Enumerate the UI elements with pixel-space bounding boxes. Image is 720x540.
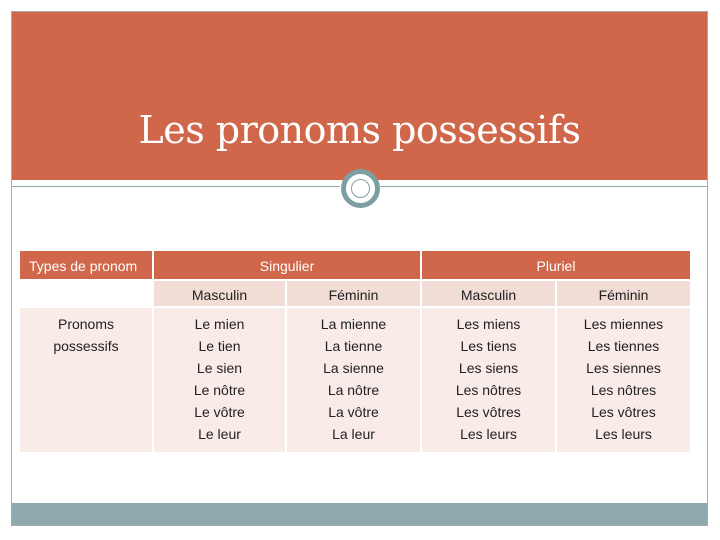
table-cell-item: La sienne <box>323 360 384 376</box>
table-column-cell <box>287 308 420 452</box>
row-header-line: possessifs <box>53 338 119 354</box>
column-header: Masculin <box>154 281 285 306</box>
table-cell-item: La tienne <box>324 338 383 354</box>
column-header: Féminin <box>557 281 690 306</box>
table-cell-item: La leur <box>332 426 375 442</box>
row-header-line: Pronoms <box>57 316 115 332</box>
table-column-cell <box>557 308 690 452</box>
table-column-cell <box>422 308 555 452</box>
table-cell-item: Les leurs <box>460 426 517 442</box>
corner-header: Types de pronom <box>20 251 152 279</box>
slide-title: Les pronoms possessifs <box>138 108 581 152</box>
table-cell-item: La mienne <box>320 316 387 332</box>
table-cell-item: Les miennes <box>583 316 664 332</box>
table-cell-item: Les vôtres <box>456 404 521 420</box>
table-cell-item: Le mien <box>194 316 245 332</box>
table-cell-item: Les siens <box>458 360 519 376</box>
divider-line-left <box>12 186 340 187</box>
table-cell-item: Les nôtres <box>590 382 657 398</box>
table-cell-item: La vôtre <box>328 404 379 420</box>
table-cell-item: Le sien <box>196 360 243 376</box>
table-cell-item: Le leur <box>198 426 241 442</box>
table-cell-item: Les siennes <box>586 360 661 376</box>
group-header-pluriel: Pluriel <box>422 251 690 279</box>
table-cell-item: Les miens <box>456 316 521 332</box>
group-header-singulier: Singulier <box>154 251 420 279</box>
subheader-blank <box>20 281 152 306</box>
table-cell-item: Le nôtre <box>193 382 246 398</box>
column-header: Féminin <box>287 281 420 306</box>
table-cell-item: Les nôtres <box>455 382 522 398</box>
table-cell-item: Les vôtres <box>591 404 656 420</box>
table-cell-item: Le tien <box>198 338 241 354</box>
footer-band <box>12 503 707 525</box>
title-band <box>12 12 707 180</box>
table-cell-item: Le vôtre <box>194 404 245 420</box>
table-cell-item: Les tiennes <box>587 338 660 354</box>
table-cell-item: Les leurs <box>595 426 652 442</box>
column-header: Masculin <box>422 281 555 306</box>
divider-line-right <box>380 186 707 187</box>
row-header <box>20 308 152 452</box>
table-column-cell <box>154 308 285 452</box>
table-cell-item: Les tiens <box>460 338 517 354</box>
ornament-ring <box>341 169 380 208</box>
table-cell-item: La nôtre <box>327 382 380 398</box>
ornament-ring-inner <box>351 179 370 198</box>
